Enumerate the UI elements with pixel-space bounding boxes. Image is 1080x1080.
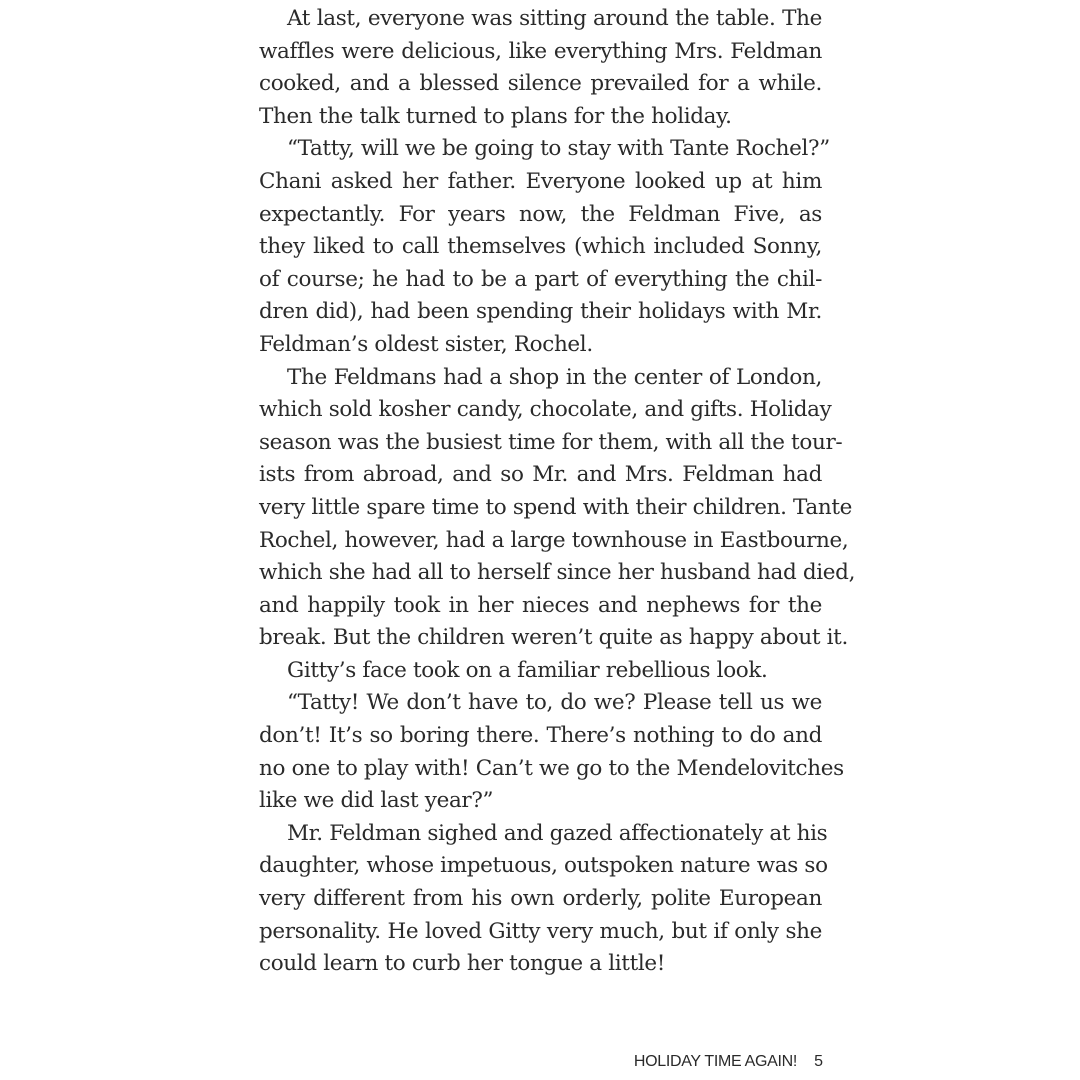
text-line: no one to play with! Can’t we go to the Mendelovitches bbox=[259, 755, 844, 781]
page-footer bbox=[600, 1049, 823, 1075]
text-line: daughter, whose impetuous, outspoken nature was so bbox=[259, 853, 828, 879]
text-line: dren did), had been spending their holidays with Mr. bbox=[259, 299, 822, 325]
text-line: Gitty’s face took on a familiar rebellious look. bbox=[287, 657, 768, 683]
text-line: Rochel, however, had a large townhouse in Eastbourne, bbox=[259, 527, 849, 553]
text-line: season was the busiest time for them, with all the tour- bbox=[259, 429, 843, 455]
text-line: which sold kosher candy, chocolate, and gifts. Holiday bbox=[259, 397, 832, 423]
text-line: break. But the children weren’t quite as happy about it. bbox=[259, 625, 848, 651]
text-line: very little spare time to spend with their children. Tante bbox=[259, 494, 853, 520]
text-line: The Feldmans had a shop in the center of London, bbox=[287, 364, 822, 390]
text-line: very different from his own orderly, polite European bbox=[259, 886, 822, 912]
text-line: ists from abroad, and so Mr. and Mrs. Feldman had bbox=[259, 462, 822, 488]
page-number: 5 bbox=[814, 1053, 823, 1070]
text-line: which she had all to herself since her husband had died, bbox=[259, 560, 856, 586]
text-line: “Tatty! We don’t have to, do we? Please tell us we bbox=[287, 690, 822, 716]
text-line: cooked, and a blessed silence prevailed for a while. bbox=[259, 71, 822, 97]
text-line: Chani asked her father. Everyone looked up at him bbox=[259, 168, 822, 194]
text-line: personality. He loved Gitty very much, but if only she bbox=[259, 918, 822, 944]
text-line: At last, everyone was sitting around the table. The bbox=[287, 6, 822, 31]
text-line: and happily took in her nieces and nephews for the bbox=[259, 592, 822, 618]
paragraph bbox=[259, 655, 822, 688]
paragraph bbox=[259, 687, 844, 817]
paragraph bbox=[259, 133, 830, 361]
paragraph bbox=[259, 818, 828, 981]
body-text bbox=[259, 3, 856, 981]
text-line: could learn to curb her tongue a little! bbox=[259, 951, 666, 977]
text-line: they liked to call themselves (which included Sonny, bbox=[259, 234, 822, 260]
paragraph bbox=[259, 362, 856, 655]
paragraph bbox=[259, 3, 822, 133]
text-line: waffles were delicious, like everything Mrs. Feldman bbox=[259, 38, 822, 64]
running-head: HOLIDAY TIME AGAIN! bbox=[633, 1053, 798, 1070]
text-line: “Tatty, will we be going to stay with Tante Rochel?” bbox=[287, 136, 830, 162]
text-line: expectantly. For years now, the Feldman Five, as bbox=[259, 201, 822, 227]
text-line: like we did last year?” bbox=[259, 788, 494, 814]
text-line: of course; he had to be a part of everything the chil- bbox=[259, 266, 822, 292]
text-line: don’t! It’s so boring there. There’s nothing to do and bbox=[259, 723, 822, 749]
text-line: Feldman’s oldest sister, Rochel. bbox=[259, 331, 593, 357]
text-line: Then the talk turned to plans for the holiday. bbox=[259, 103, 732, 129]
text-line: Mr. Feldman sighed and gazed affectionately at his bbox=[287, 820, 828, 846]
